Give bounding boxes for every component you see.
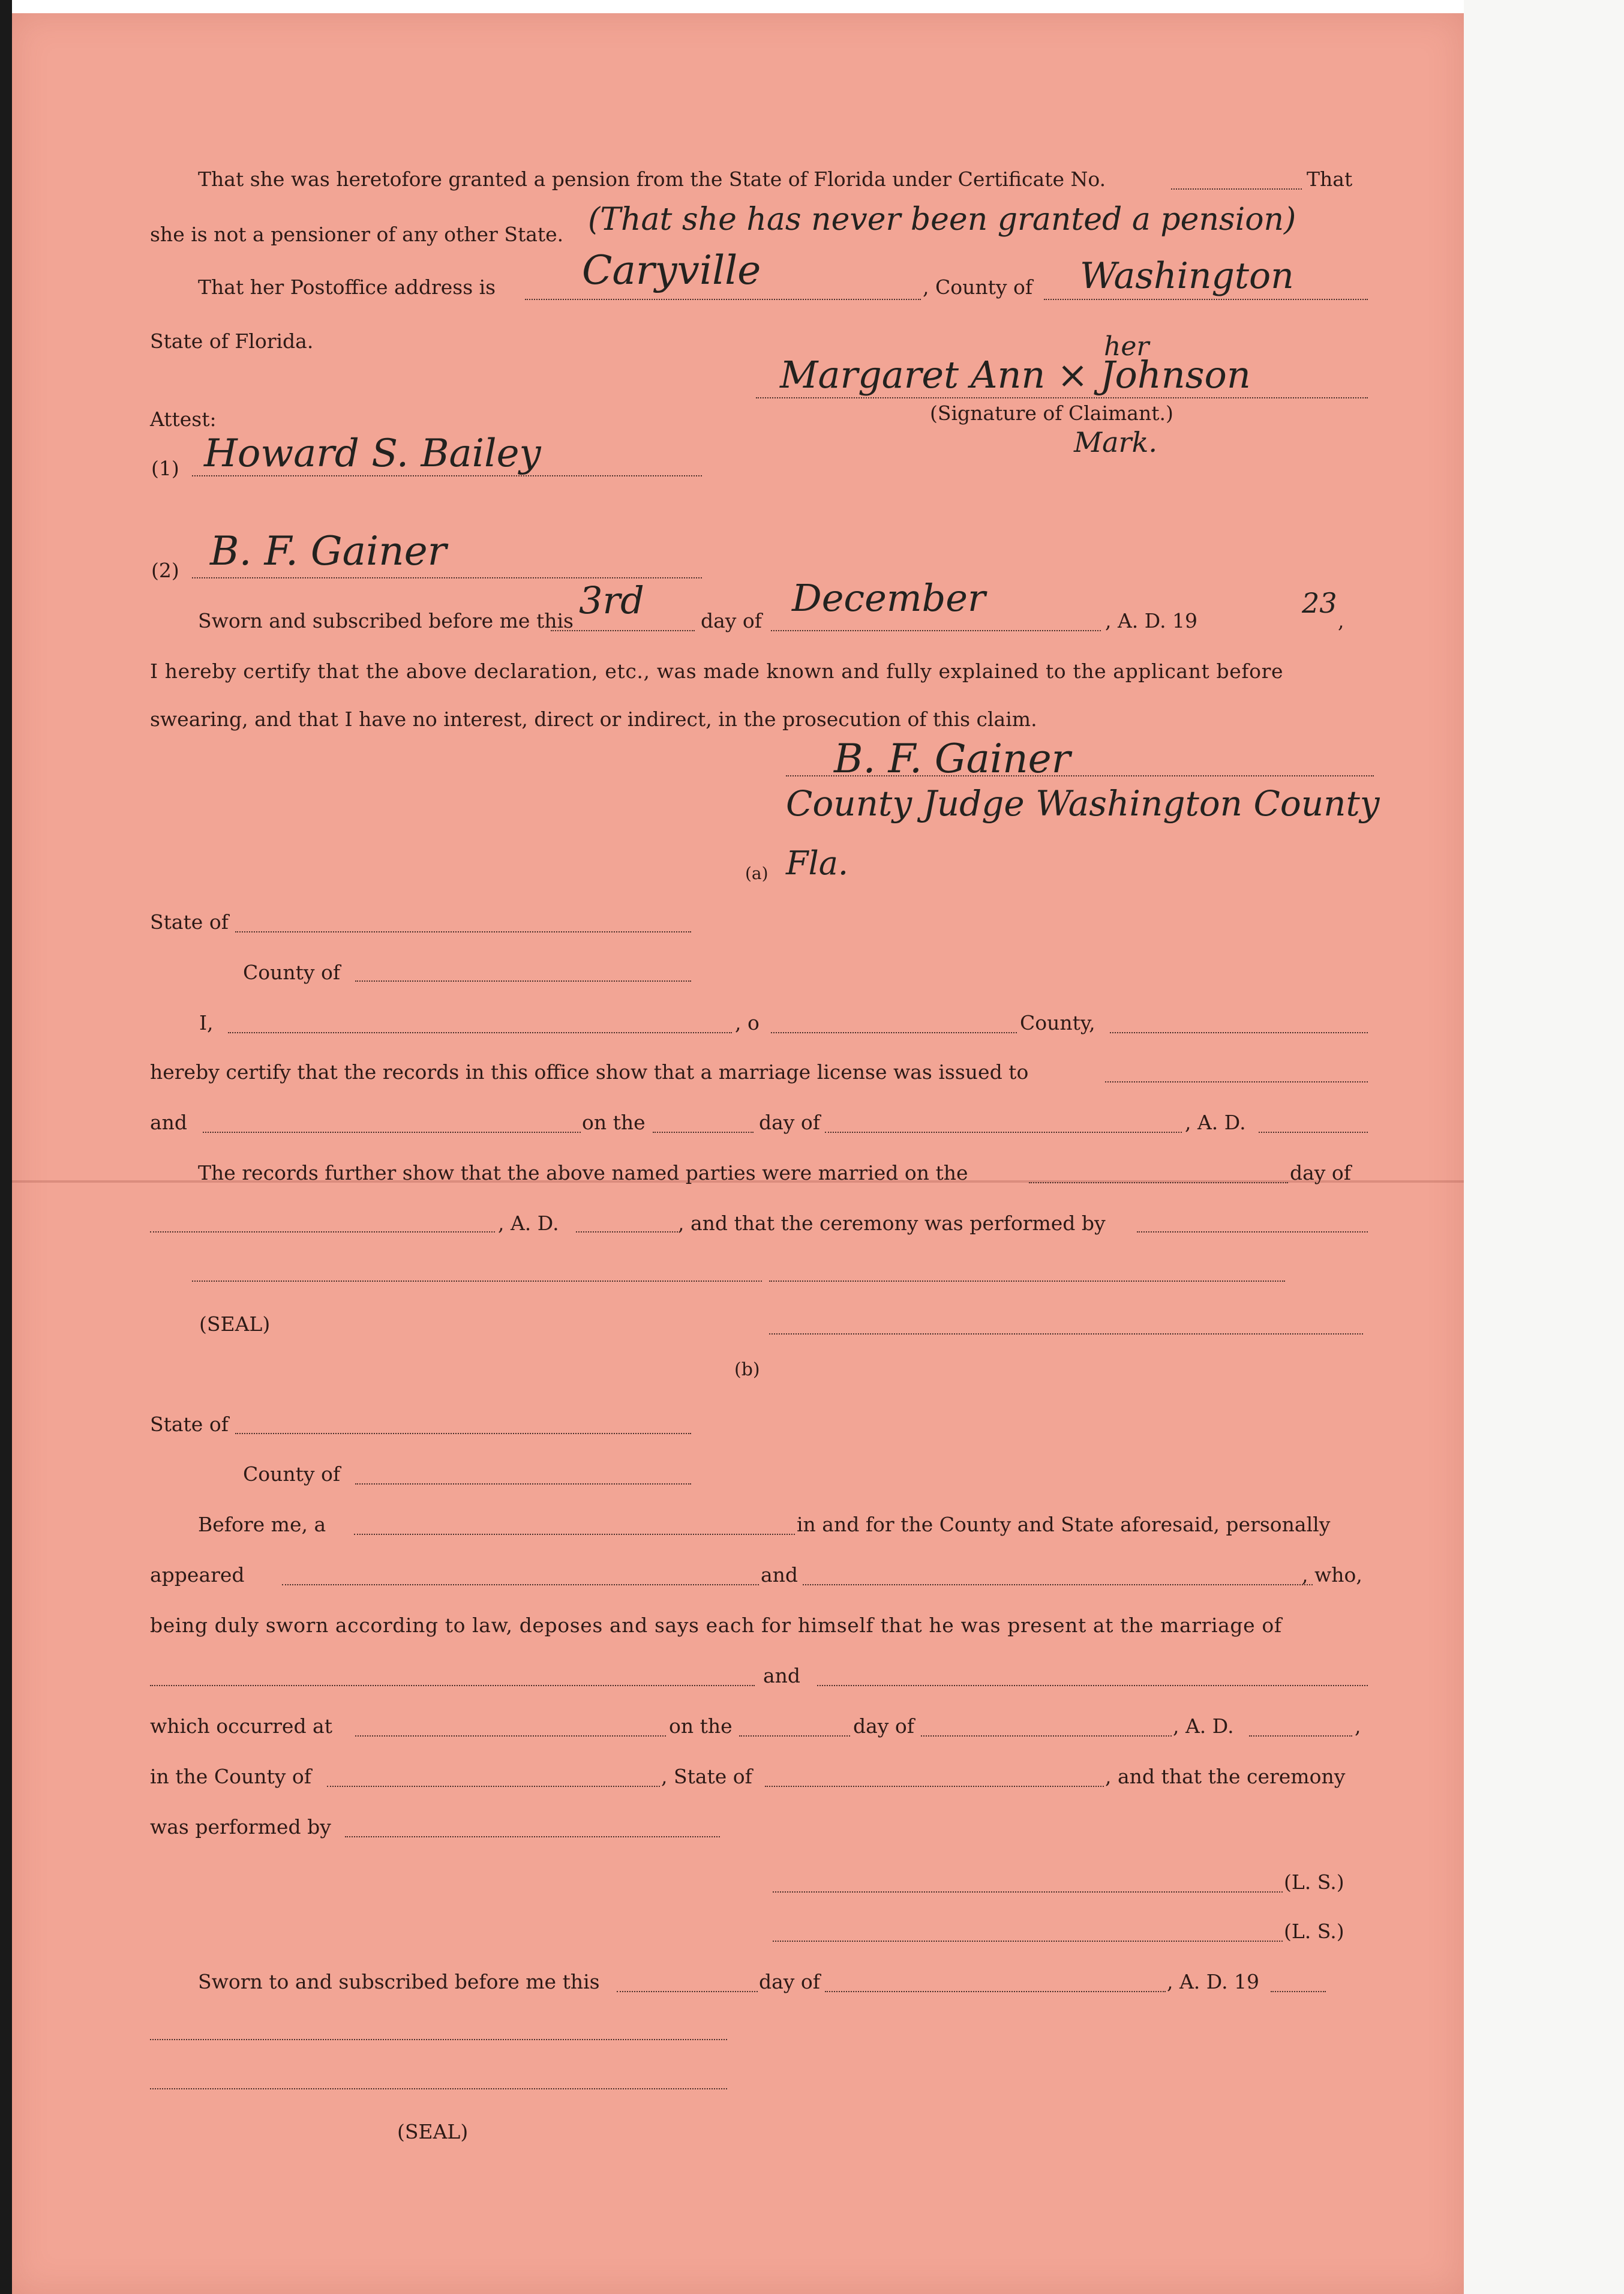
section-b-marker: (b) [734,1359,760,1380]
judge-state-fla: Fla. [786,844,849,882]
sec-b-ceremony-text: , and that the ceremony [1105,1765,1346,1788]
sec-b-place-field[interactable] [355,1735,666,1737]
witness-2-signature: B. F. Gainer [210,528,447,574]
sworn-day-field[interactable] [551,630,695,631]
sec-a-county-text: County, [1020,1011,1095,1034]
sec-b-witness-2-field[interactable] [803,1584,1313,1585]
sec-b-affiant-1-signature-line[interactable] [773,1891,1283,1893]
county-field[interactable] [1044,299,1368,300]
claimant-signature: Margaret Ann × Johnson [780,353,1251,397]
sec-a-on-the-label: on the [582,1111,646,1134]
sworn-month-value: December [792,576,986,620]
scan-border-right [1464,0,1624,2294]
never-granted-note: (That she has never been granted a pension) [588,202,1296,238]
county-label: , County of [923,275,1033,299]
sworn-before-text: Sworn and subscribed before me this [198,609,574,632]
sec-a-spouse-field[interactable] [203,1132,581,1133]
sec-a-license-day-field[interactable] [653,1132,754,1133]
her-annotation: her [1104,331,1149,362]
section-a-marker: (a) [745,863,769,883]
sec-b-officiant-field[interactable] [345,1836,720,1837]
claimant-signature-line[interactable] [756,397,1368,398]
sec-b-day-of2-label: day of [759,1970,821,1993]
sec-a-blank-line-2[interactable] [769,1281,1285,1282]
sec-b-comma: , [1355,1714,1361,1738]
sec-b-officer-field[interactable] [354,1534,795,1535]
sec-a-certifier-signature-line[interactable] [769,1333,1363,1335]
sworn-ad-text: , A. D. 19 [1105,609,1198,632]
that-text: That [1307,167,1353,191]
sec-b-state-of-label: State of [150,1413,229,1436]
sec-a-seal: (SEAL) [199,1312,271,1336]
sec-b-appeared-label: appeared [150,1563,245,1587]
judge-title: County Judge Washington County [786,783,1380,824]
judge-signature-line[interactable] [786,775,1374,776]
sec-b-county-field[interactable] [355,1483,691,1485]
sec-b-in-and-for-text: in and for the County and State aforesaid, personally [797,1513,1331,1536]
sec-b-and1-label: and [761,1563,799,1587]
sec-b-sworn-year-field[interactable] [1271,1991,1326,1992]
witness-1-number: (1) [151,457,179,480]
witness-2-number: (2) [151,559,179,582]
sec-b-in-county-label: in the County of [150,1765,311,1788]
sec-b-year-field[interactable] [1249,1735,1352,1737]
sec-a-county-of-label: County of [243,961,341,984]
sec-a-and-label: and [150,1111,188,1134]
sec-b-and2-label: and [763,1664,801,1687]
sec-b-on-the-label: on the [669,1714,733,1738]
attest-label: Attest: [150,407,217,431]
sec-a-state-of-label: State of [150,910,229,934]
certificate-number-field[interactable] [1171,188,1302,190]
sec-b-occurred-label: which occurred at [150,1714,332,1738]
sec-b-duly-sworn-text: being duly sworn according to law, deposes and says each for himself that he was present at the marriage of [150,1614,1282,1637]
sec-a-ad-label: , A. D. [1185,1111,1246,1134]
sec-a-county-name-field[interactable] [1110,1032,1368,1033]
pension-claim-form-page [12,13,1464,2294]
mark-annotation: Mark. [1074,426,1158,458]
certify-no-interest-text: swearing, and that I have no interest, direct or indirect, in the prosecution of this claim. [150,707,1037,731]
sec-b-officer-signature-line[interactable] [150,2039,727,2040]
sec-b-party-2-field[interactable] [817,1685,1368,1686]
signature-of-claimant-label: (Signature of Claimant.) [930,401,1173,425]
sec-b-county-of-label: County of [243,1462,341,1486]
state-of-florida-text: State of Florida. [150,329,314,353]
sec-a-state-field[interactable] [235,931,691,932]
sec-b-day-field[interactable] [739,1735,850,1737]
sec-a-licensee-field[interactable] [1105,1081,1368,1082]
sec-b-day-of-label: day of [853,1714,915,1738]
sec-a-blank-line-1[interactable] [192,1281,762,1282]
sec-b-ls1: (L. S.) [1284,1870,1344,1894]
sec-a-official-field[interactable] [228,1032,732,1033]
sec-b-sworn-text: Sworn to and subscribed before me this [198,1970,600,1993]
postoffice-label: That her Postoffice address is [198,275,496,299]
sec-a-license-year-field[interactable] [1259,1132,1368,1133]
sec-a-office-field[interactable] [771,1032,1017,1033]
postoffice-field[interactable] [525,299,921,300]
sec-a-further-text: The records further show that the above named parties were married on the [198,1161,968,1185]
witness-1-signature: Howard S. Bailey [204,431,541,476]
sec-a-marriage-day-field[interactable] [1029,1182,1288,1183]
sec-b-before-me-text: Before me, a [198,1513,326,1536]
sec-b-ls2: (L. S.) [1284,1920,1344,1943]
sec-b-state-name-field[interactable] [765,1786,1104,1787]
sec-b-witness-1-field[interactable] [282,1584,759,1585]
sec-b-state-field[interactable] [235,1433,691,1434]
sec-b-ad19-label: , A. D. 19 [1167,1970,1260,1993]
sworn-comma: , [1338,609,1344,632]
sec-b-sworn-day-field[interactable] [617,1991,758,1992]
sworn-day-of-text: day of [701,609,763,632]
certificate-line-text: That she was heretofore granted a pension from the State of Florida under Certificate No. [198,167,1106,191]
sec-b-who-text: , who, [1302,1563,1362,1587]
sec-b-affiant-2-signature-line[interactable] [773,1941,1283,1942]
sec-a-day-of-label: day of [759,1111,821,1134]
sec-a-license-month-field[interactable] [825,1132,1182,1133]
sec-b-sworn-month-field[interactable] [825,1991,1166,1992]
sec-b-officer-title-line[interactable] [150,2088,727,2089]
sec-a-ceremony-text: , and that the ceremony was performed by [678,1212,1106,1235]
sec-a-i-label: I, [199,1011,214,1034]
scan-border-left [0,0,12,2294]
sec-a-license-text: hereby certify that the records in this office show that a marriage license was issued to [150,1060,1029,1084]
sec-a-ad2-label: , A. D. [498,1212,559,1235]
sec-a-office-label: , o [735,1011,760,1034]
witness-1-line[interactable] [192,475,702,476]
sec-b-seal: (SEAL) [397,2120,469,2143]
sworn-day-value: 3rd [579,578,644,622]
sec-a-officiant-field[interactable] [1137,1231,1368,1233]
sec-a-marriage-month-field[interactable] [150,1231,495,1233]
postoffice-value: Caryville [582,247,761,293]
sec-b-state-of2-label: , State of [661,1765,752,1788]
sworn-year-value: 23 [1302,587,1337,619]
sec-a-marriage-year-field[interactable] [576,1231,678,1233]
judge-signature: B. F. Gainer [834,736,1071,782]
sec-b-ad-label: , A. D. [1173,1714,1234,1738]
sec-a-day-of2-label: day of [1290,1161,1352,1185]
sworn-month-field[interactable] [771,630,1101,631]
sec-a-county-field[interactable] [355,980,691,982]
county-value: Washington [1080,255,1294,297]
sec-b-party-1-field[interactable] [150,1685,755,1686]
not-pensioner-text: she is not a pensioner of any other State. [150,223,564,246]
sec-b-month-field[interactable] [921,1735,1172,1737]
sec-b-performed-by-label: was performed by [150,1815,331,1839]
sec-b-county-name-field[interactable] [327,1786,660,1787]
certify-explained-text: I hereby certify that the above declaration, etc., was made known and fully explained to the applicant before [150,659,1284,683]
